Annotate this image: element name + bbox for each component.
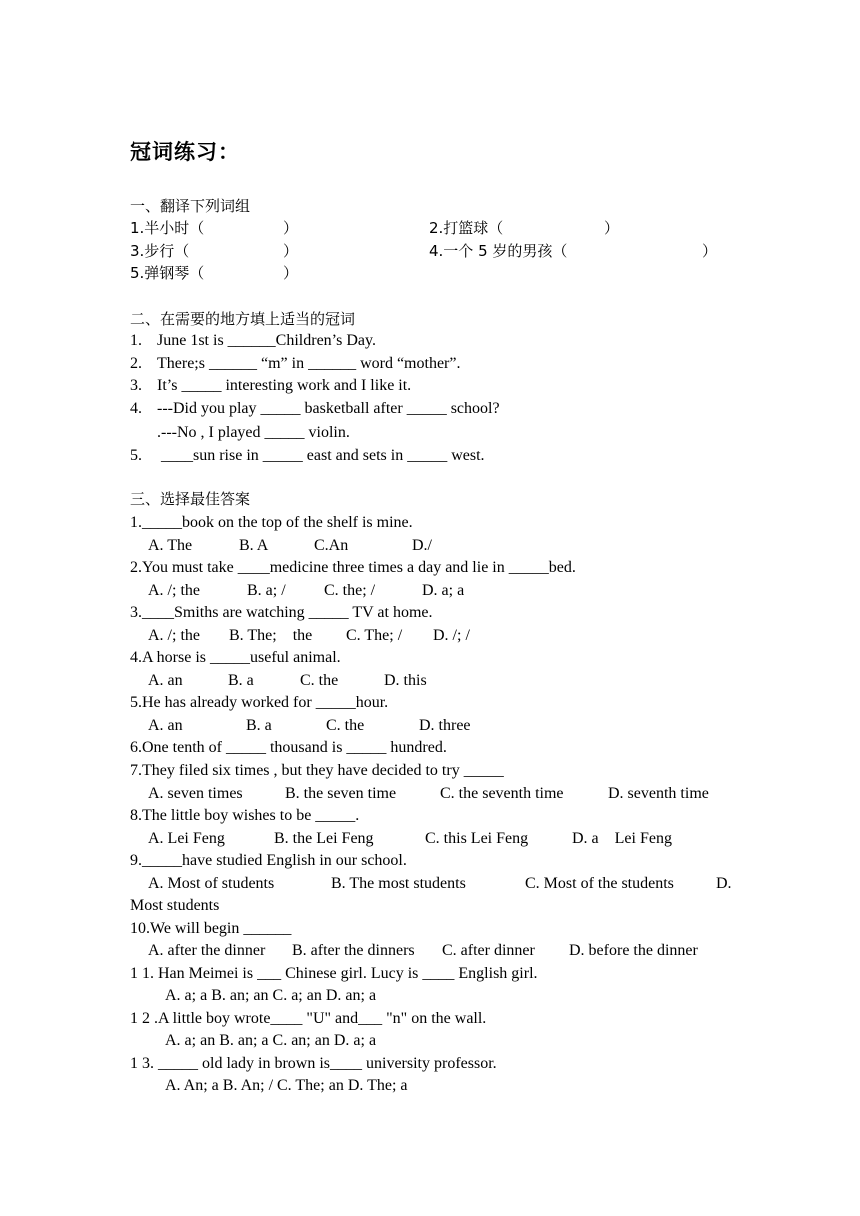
question-13-options: A. An; a B. An; / C. The; an D. The; a — [165, 1077, 408, 1094]
option-d-continued: Most students — [130, 897, 220, 914]
question-10: 10.We will begin ______ — [130, 920, 292, 937]
page-title: 冠词练习： — [130, 140, 240, 164]
option-a: A. Most of students — [148, 875, 275, 892]
option-b: B. a — [228, 672, 254, 689]
option-a: A. an — [148, 717, 183, 734]
question-9: 9._____have studied English in our school. — [130, 852, 407, 869]
option-d: D. a Lei Feng — [572, 830, 672, 847]
question-13: 1 3. _____ old lady in brown is____ university professor. — [130, 1055, 497, 1072]
question-11-options: A. a; a B. an; an C. a; an D. an; a — [165, 987, 377, 1004]
s1-item-4-close: ） — [702, 242, 718, 260]
section-3-heading: 三、选择最佳答案 — [130, 490, 251, 508]
option-d: D. /; / — [433, 627, 470, 644]
s2-item-text: ____sun rise in _____ east and sets in _____ west. — [157, 447, 485, 464]
option-b: B. A — [239, 537, 269, 554]
s2-item-number: 5. — [130, 447, 142, 464]
option-c: C. the; / — [324, 582, 376, 599]
s1-item-1: 1.半小时（ — [130, 219, 205, 237]
option-d: D. this — [384, 672, 427, 689]
s1-item-5-close: ） — [283, 264, 299, 282]
question-12-options: A. a; an B. an; a C. an; an D. a; a — [165, 1032, 377, 1049]
option-d: D. before the dinner — [569, 942, 698, 959]
option-c: C. the — [326, 717, 365, 734]
option-a: A. The — [148, 537, 193, 554]
option-d: D. a; a — [422, 582, 465, 599]
option-b: B. the seven time — [285, 785, 397, 802]
option-d: D. three — [419, 717, 471, 734]
s1-item-3-close: ） — [283, 242, 299, 260]
question-8: 8.The little boy wishes to be _____. — [130, 807, 360, 824]
s2-item-text: ---Did you play _____ basketball after _____ school? — [157, 400, 500, 417]
s2-item-text: June 1st is ______Children’s Day. — [157, 332, 376, 349]
option-a: A. after the dinner — [148, 942, 266, 959]
option-b: B. a; / — [247, 582, 286, 599]
option-c: C. the — [300, 672, 339, 689]
option-c: C.An — [314, 537, 349, 554]
s2-item-number: 1. — [130, 332, 142, 349]
s2-item-text: There;s ______ “m” in ______ word “mother”. — [157, 355, 461, 372]
option-c: C. the seventh time — [440, 785, 564, 802]
option-b: B. The most students — [331, 875, 466, 892]
s1-item-3: 3.步行（ — [130, 242, 190, 260]
question-3: 3.____Smiths are watching _____ TV at home. — [130, 604, 433, 621]
option-b: B. the Lei Feng — [274, 830, 374, 847]
question-4: 4.A horse is _____useful animal. — [130, 649, 341, 666]
s1-item-4: 4.一个 5 岁的男孩（ — [429, 242, 568, 260]
s1-item-2: 2.打篮球（ — [429, 219, 504, 237]
option-a: A. /; the — [148, 627, 200, 644]
question-11: 1 1. Han Meimei is ___ Chinese girl. Lucy is ____ English girl. — [130, 965, 538, 982]
section-2-heading: 二、在需要的地方填上适当的冠词 — [130, 310, 356, 328]
option-b: B. after the dinners — [292, 942, 415, 959]
option-d: D. — [716, 875, 732, 892]
s2-item-text: .---No , I played _____ violin. — [157, 424, 350, 441]
s1-item-1-close: ） — [283, 219, 299, 237]
question-5: 5.He has already worked for _____hour. — [130, 694, 389, 711]
question-1: 1._____book on the top of the shelf is mine. — [130, 514, 413, 531]
option-a: A. an — [148, 672, 183, 689]
question-7: 7.They filed six times , but they have decided to try _____ — [130, 762, 504, 779]
option-c: C. Most of the students — [525, 875, 674, 892]
question-12: 1 2 .A little boy wrote____ "U" and___ "n" on the wall. — [130, 1010, 487, 1027]
question-6: 6.One tenth of _____ thousand is _____ hundred. — [130, 739, 447, 756]
s1-item-2-close: ） — [604, 219, 620, 237]
option-d: D./ — [412, 537, 432, 554]
section-1-heading: 一、翻译下列词组 — [130, 197, 251, 215]
option-c: C. this Lei Feng — [425, 830, 529, 847]
question-2: 2.You must take ____medicine three times a day and lie in _____bed. — [130, 559, 576, 576]
option-d: D. seventh time — [608, 785, 709, 802]
option-c: C. after dinner — [442, 942, 535, 959]
s2-item-number: 3. — [130, 377, 142, 394]
option-a: A. seven times — [148, 785, 243, 802]
s2-item-number: 4. — [130, 400, 142, 417]
option-a: A. Lei Feng — [148, 830, 225, 847]
s2-item-number: 2. — [130, 355, 142, 372]
s1-item-5: 5.弹钢琴（ — [130, 264, 205, 282]
option-b: B. a — [246, 717, 272, 734]
option-b: B. The; the — [229, 627, 313, 644]
option-a: A. /; the — [148, 582, 200, 599]
s2-item-text: It’s _____ interesting work and I like it. — [157, 377, 412, 394]
option-c: C. The; / — [346, 627, 403, 644]
